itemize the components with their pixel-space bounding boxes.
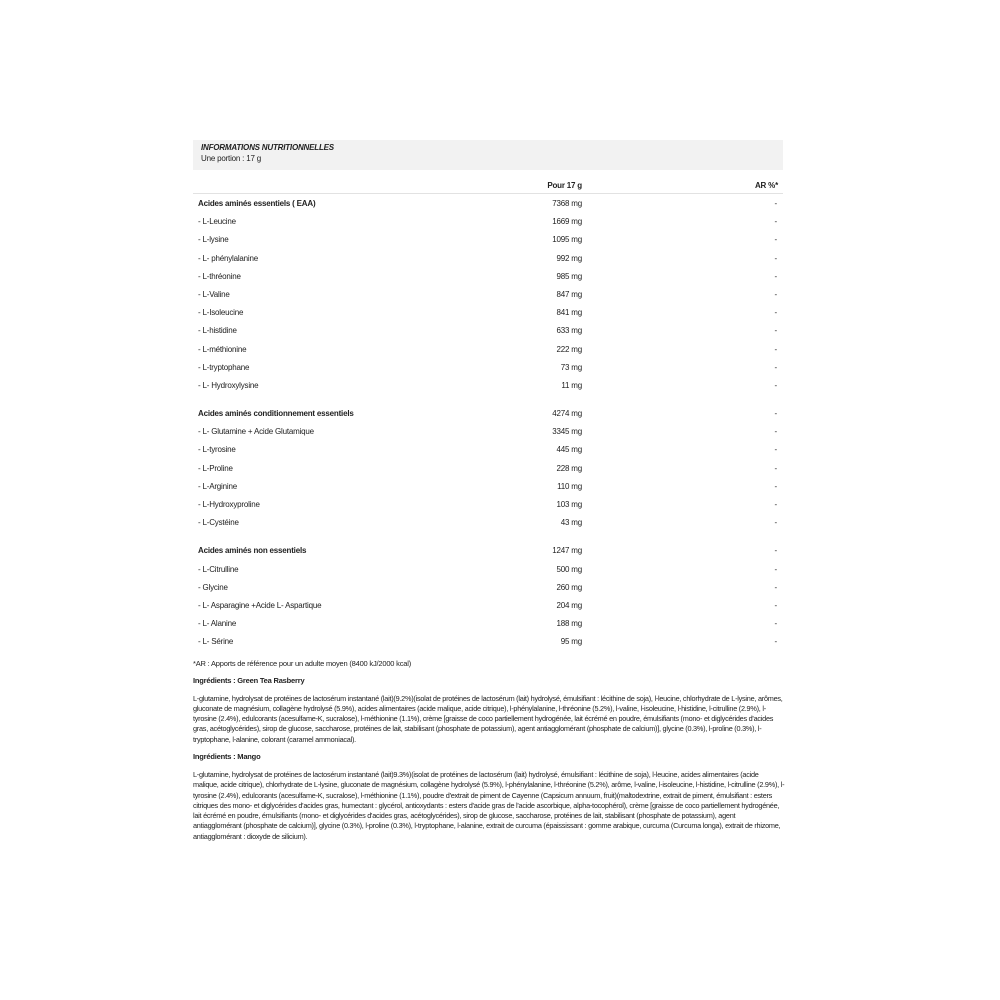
column-header-amount: Pour 17 g [547,181,582,190]
row-name: - L- Sérine [198,637,234,647]
row-name: - L-Isoleucine [198,308,244,318]
row-amount: 43 mg [560,518,582,528]
row-ar: - [774,463,777,473]
table-row [193,596,783,614]
row-ar: - [774,409,777,419]
row-amount: 841 mg [556,308,582,318]
row-amount: 847 mg [556,289,582,299]
row-ar: - [774,380,777,390]
row-ar: - [774,481,777,491]
group-row [193,404,783,422]
row-ar: - [774,637,777,647]
group-spacer [193,394,783,404]
row-amount: 4274 mg [552,409,582,419]
row-name: Acides aminés essentiels ( EAA) [198,199,316,208]
table-row [193,267,783,285]
table-row [193,249,783,267]
row-name: - L-Leucine [198,217,236,227]
table-row [193,303,783,321]
table-row [193,495,783,513]
column-header-ar: AR %* [754,181,778,190]
row-amount: 103 mg [556,500,582,509]
row-ar: - [774,427,777,437]
row-amount: 11 mg [561,380,582,390]
table-column-headers [193,173,783,194]
row-name: - L-Valine [198,289,230,299]
row-ar: - [774,619,777,629]
row-ar: - [774,308,777,318]
ingredients-title-mango: Ingrédients : Mango [193,751,261,761]
row-name: - L- phénylalanine [198,253,258,263]
table-row [193,614,783,632]
row-name: - L- Asparagine +Acide L- Aspartique [198,600,322,610]
nutrition-sheet [193,140,783,842]
table-row [193,285,783,303]
row-amount: 228 mg [556,463,582,473]
row-name: - L-Citrulline [198,564,239,574]
table-row [193,477,783,495]
table-row [193,321,783,339]
table-row [193,376,783,394]
table-row [193,440,783,458]
row-amount: 445 mg [556,445,582,455]
row-name: Acides aminés non essentiels [198,546,307,556]
nutrition-title: INFORMATIONS NUTRITIONNELLES [201,143,334,152]
table-row [193,422,783,440]
row-ar: - [774,546,777,556]
table-row [193,340,783,358]
row-amount: 3345 mg [552,427,582,437]
ingredients-text-green-tea: L-glutamine, hydrolysat de protéines de lactosérum instantané (lait)(9.2%)(isolat de protéines de lactosérum (lait) hydrolysé, émulsifiant : lécithine de soja), l-leucine, chlorhydrate de L-lysine, arômes, gluconate de magnésium, collagène hydrolysé (5.9%), acides alimentaires (acide malique, acide citrique), l-phénylalanine, l-thréonine (5.2%), l-valine, l-isoleucine, l-histidine, l-citrulline (2.9%), l-tyrosine (2.4%), edulcorants (acesulfame-K, sucralose), l-méthionine (1.1%), crème [graisse de coco partiellement hydrogénée, lait écrémé en poudre, émulsifiants (mono- et diglycérides d'acides gras, acétoglycérides), sirop de glucose, saccharose, protéines de lait, stabilisant (phosphate de potassium), agent antiagglomérant (phosphate de calcium)], glycine (0.3%), l-proline (0.3%), l-tryptophane, l-alanine, colorant (caramel ammoniacal). [193,693,783,744]
table-row [193,513,783,531]
row-name: - Glycine [198,582,228,592]
row-name: - L- Glutamine + Acide Glutamique [198,427,314,437]
row-name: - L-Proline [198,463,233,473]
row-name: - L-tryptophane [198,362,250,372]
row-name: - L- Hydroxylysine [198,380,259,390]
table-row [193,459,783,477]
row-amount: 985 mg [556,271,582,281]
row-amount: 7368 mg [552,199,582,208]
table-row [193,578,783,596]
row-amount: 633 mg [556,326,582,336]
row-name: - L-thréonine [198,271,241,281]
row-amount: 1247 mg [552,546,582,556]
row-ar: - [774,271,777,281]
row-name: - L- Alanine [198,619,237,629]
table-row [193,560,783,578]
table-row [193,230,783,248]
row-amount: 110 mg [557,481,582,491]
row-ar: - [774,600,777,610]
row-amount: 73 mg [560,362,582,372]
row-ar: - [774,500,777,509]
table-row [193,358,783,376]
row-ar: - [774,344,777,354]
row-ar: - [774,235,777,245]
row-name: - L-histidine [198,326,237,336]
row-name: Acides aminés conditionnement essentiels [198,409,354,419]
row-ar: - [774,518,777,528]
row-ar: - [774,217,777,227]
table-row [193,212,783,230]
footnote: *AR : Apports de référence pour un adulte moyen (8400 kJ/2000 kcal) [193,658,411,668]
row-name: - L-Hydroxyproline [198,500,260,509]
row-name: - L-tyrosine [198,445,236,455]
row-ar: - [774,362,777,372]
group-row [193,541,783,559]
table-row [193,632,783,650]
row-name: - L-Cystéine [198,518,239,528]
ingredients-title-green-tea: Ingrédients : Green Tea Rasberry [193,675,305,685]
group-spacer [193,531,783,541]
row-amount: 992 mg [556,253,582,263]
nutrition-table [193,194,783,651]
row-name: - L-lysine [198,235,229,245]
row-amount: 95 mg [560,637,582,647]
nutrition-header [193,140,783,170]
ingredients-text-mango: L-glutamine, hydrolysat de protéines de lactosérum instantané (lait)9.3%)(isolat de protéines de lactosérum (lait) hydrolysé, émulsifiant : lécithine de soja), l-leucine, acides alimentaires (acide malique, acide citrique), chlorhydrate de L-lysine, gluconate de magnésium, collagène hydrolysé (5.9%), l-phénylalanine, l-thréonine (5.2%), arôme, l-valine, l-isoleucine, l-histidine, l-citrulline (2.9%), l-tyrosine (2.4%), edulcorants (acesulfame-K, sucralose), l-méthionine (1.1%), poudre d'extrait de piment de Cayenne (Capsicum annuum, fruit)(maltodextrine, extrait de piment, émulsifiant : esters citriques des mono- et diglycérides d'acides gras, humectant : glycérol, antioxydants : esters d'acide gras de l'acide ascorbique, alpha-tocophérol), crème [graisse de coco partiellement hydrogénée, lait écrémé en poudre, émulsifiants (mono- et diglycérides d'acides gras, acétoglycérides), sirop de glucose, saccharose, protéines de lait, stabilisant (phosphate de potassium), agent antiagglomérant (phosphate de calcium)], glycine (0.3%), l-proline (0.3%), l-tryptophane, l-alanine, extrait de curcuma (épaississant : gomme arabique, curcuma (Curcuma longa), extrait de rhizome, antiagglomérant : dioxyde de silicium). [193,769,785,841]
row-amount: 204 mg [556,600,582,610]
row-ar: - [774,326,777,336]
row-ar: - [774,253,777,263]
row-ar: - [774,564,777,574]
serving-size: Une portion : 17 g [201,154,261,163]
row-ar: - [774,199,777,208]
row-ar: - [774,445,777,455]
group-row [193,194,783,212]
row-name: - L-méthionine [198,344,247,354]
row-amount: 1669 mg [552,217,582,227]
row-amount: 260 mg [556,582,582,592]
row-amount: 500 mg [556,564,582,574]
row-ar: - [774,582,777,592]
row-amount: 222 mg [556,344,582,354]
row-name: - L-Arginine [198,481,237,491]
row-amount: 1095 mg [552,235,582,245]
row-amount: 188 mg [556,619,582,629]
row-ar: - [774,289,777,299]
